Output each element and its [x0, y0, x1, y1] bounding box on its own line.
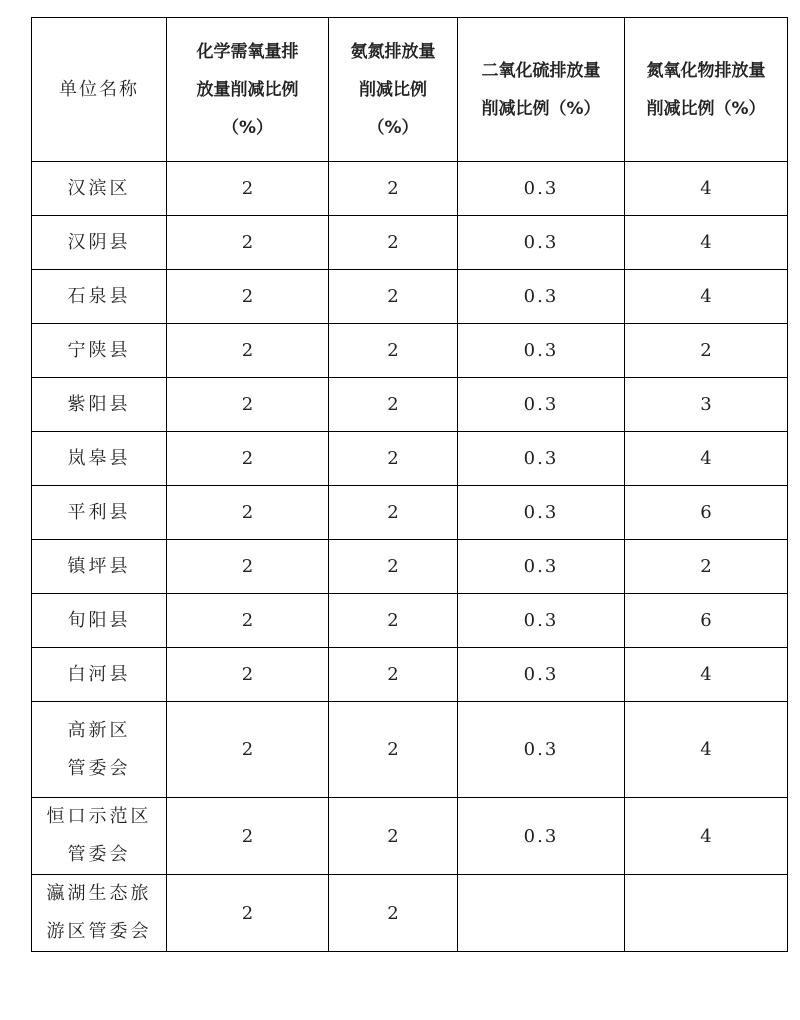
- nox-reduction-cell: 4: [625, 798, 788, 875]
- table-row: [32, 875, 788, 952]
- nox-reduction-cell: 4: [625, 216, 788, 270]
- cod-reduction-cell: 2: [167, 216, 329, 270]
- nh3-reduction-cell: 2: [329, 216, 458, 270]
- nh3-reduction-cell: 2: [329, 702, 458, 798]
- table-row: [32, 702, 788, 798]
- cell-text-line: 削减比例: [359, 79, 427, 100]
- nh3-reduction-cell: 2: [329, 594, 458, 648]
- unit-name-cell: [32, 378, 167, 432]
- cod-reduction-cell: 2: [167, 798, 329, 875]
- nox-reduction-cell: 2: [625, 324, 788, 378]
- unit-name-cell: [32, 875, 167, 952]
- cod-reduction-cell: 2: [167, 486, 329, 540]
- table-row: [32, 162, 788, 216]
- so2-reduction-cell: 0.3: [458, 540, 625, 594]
- so2-reduction-cell: [458, 875, 625, 952]
- nh3-reduction-cell: 2: [329, 875, 458, 952]
- nh3-reduction-cell: 2: [329, 324, 458, 378]
- cod-reduction-cell: 2: [167, 702, 329, 798]
- cell-text-line: 紫阳县: [67, 393, 131, 415]
- cell-text-line: 放量削减比例: [196, 79, 299, 100]
- unit-name-cell: [32, 594, 167, 648]
- so2-reduction-cell: 0.3: [458, 270, 625, 324]
- unit-name-cell: [32, 798, 167, 875]
- cell-text-line: 削减比例（%）: [481, 98, 601, 119]
- unit-name-cell: [32, 270, 167, 324]
- cell-text-line: 平利县: [67, 501, 131, 523]
- nox-reduction-cell: 3: [625, 378, 788, 432]
- unit-name-cell: [32, 648, 167, 702]
- cell-text-line: 化学需氧量排: [196, 41, 299, 62]
- nh3-reduction-cell: 2: [329, 432, 458, 486]
- nox-reduction-cell: 4: [625, 162, 788, 216]
- so2-reduction-cell: 0.3: [458, 324, 625, 378]
- cut-off-title-fragment: [300, 0, 560, 8]
- nox-reduction-cell: 6: [625, 486, 788, 540]
- nox-reduction-cell: 4: [625, 648, 788, 702]
- cell-text-line: 瀛湖生态旅: [46, 883, 152, 904]
- cell-text-line: 汉滨区: [67, 177, 131, 199]
- so2-reduction-cell: 0.3: [458, 702, 625, 798]
- cell-text-line: 氨氮排放量: [350, 41, 436, 62]
- cell-text-line: 高新区: [67, 719, 131, 741]
- cell-text-line: 二氧化硫排放量: [481, 60, 601, 81]
- cod-reduction-cell: 2: [167, 270, 329, 324]
- unit-name-cell: [32, 216, 167, 270]
- cod-reduction-cell: 2: [167, 324, 329, 378]
- so2-reduction-cell: 0.3: [458, 162, 625, 216]
- cell-text-line: 旬阳县: [67, 609, 131, 631]
- cod-reduction-cell: 2: [167, 162, 329, 216]
- cell-text-line: 管委会: [67, 757, 131, 779]
- unit-name-cell: [32, 486, 167, 540]
- cell-text-line: （%）: [367, 117, 419, 138]
- nox-reduction-cell: [625, 875, 788, 952]
- so2-reduction-cell: 0.3: [458, 648, 625, 702]
- cell-text-line: 管委会: [67, 844, 131, 865]
- cod-reduction-cell: 2: [167, 648, 329, 702]
- table-row: [32, 486, 788, 540]
- cod-reduction-cell: 2: [167, 875, 329, 952]
- table-row: [32, 594, 788, 648]
- cod-reduction-cell: 2: [167, 432, 329, 486]
- nh3-reduction-cell: 2: [329, 378, 458, 432]
- cell-text-line: 汉阴县: [67, 231, 131, 253]
- cell-text-line: 白河县: [67, 663, 131, 685]
- unit-name-cell: [32, 540, 167, 594]
- table-row: [32, 540, 788, 594]
- nox-reduction-cell: 6: [625, 594, 788, 648]
- nox-reduction-cell: 2: [625, 540, 788, 594]
- nh3-reduction-cell: 2: [329, 270, 458, 324]
- cod-reduction-cell: 2: [167, 378, 329, 432]
- header-nh3-reduction: [329, 18, 458, 162]
- table-body: [32, 162, 788, 952]
- unit-name-cell: [32, 702, 167, 798]
- header-unit-name: [32, 18, 167, 162]
- table-row: [32, 648, 788, 702]
- table-row: [32, 798, 788, 875]
- nh3-reduction-cell: 2: [329, 162, 458, 216]
- so2-reduction-cell: 0.3: [458, 486, 625, 540]
- so2-reduction-cell: 0.3: [458, 594, 625, 648]
- nh3-reduction-cell: 2: [329, 798, 458, 875]
- cell-text-line: 游区管委会: [46, 921, 152, 942]
- nh3-reduction-cell: 2: [329, 540, 458, 594]
- emission-reduction-table: [31, 17, 788, 952]
- table-header-row: [32, 18, 788, 162]
- unit-name-cell: [32, 324, 167, 378]
- cell-text-line: 削减比例（%）: [646, 98, 766, 119]
- table-row: [32, 324, 788, 378]
- unit-name-cell: [32, 432, 167, 486]
- nox-reduction-cell: 4: [625, 432, 788, 486]
- cell-text-line: 镇坪县: [67, 555, 131, 577]
- nh3-reduction-cell: 2: [329, 486, 458, 540]
- table-row: [32, 432, 788, 486]
- cell-text-line: 单位名称: [59, 78, 139, 100]
- nox-reduction-cell: 4: [625, 702, 788, 798]
- so2-reduction-cell: 0.3: [458, 798, 625, 875]
- header-nox-reduction: [625, 18, 788, 162]
- cod-reduction-cell: 2: [167, 540, 329, 594]
- cell-text-line: （%）: [221, 117, 274, 138]
- nox-reduction-cell: 4: [625, 270, 788, 324]
- header-cod-reduction: [167, 18, 329, 162]
- so2-reduction-cell: 0.3: [458, 378, 625, 432]
- so2-reduction-cell: 0.3: [458, 432, 625, 486]
- nh3-reduction-cell: 2: [329, 648, 458, 702]
- cod-reduction-cell: 2: [167, 594, 329, 648]
- table-row: [32, 378, 788, 432]
- cell-text-line: 宁陕县: [67, 339, 131, 361]
- cell-text-line: 石泉县: [67, 285, 131, 307]
- table-row: [32, 270, 788, 324]
- so2-reduction-cell: 0.3: [458, 216, 625, 270]
- cell-text-line: 氮氧化物排放量: [646, 60, 766, 81]
- header-so2-reduction: [458, 18, 625, 162]
- cell-text-line: 岚皋县: [67, 447, 131, 469]
- cell-text-line: 恒口示范区: [46, 806, 152, 827]
- unit-name-cell: [32, 162, 167, 216]
- table-row: [32, 216, 788, 270]
